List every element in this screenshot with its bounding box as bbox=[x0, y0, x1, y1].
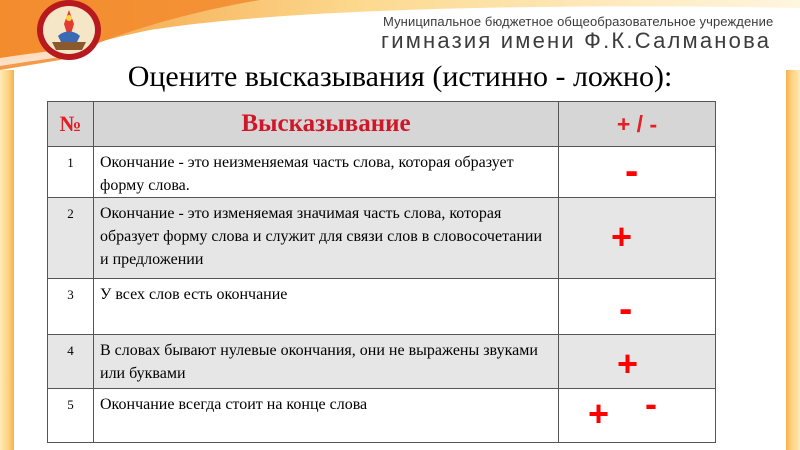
table-row bbox=[48, 198, 716, 279]
row-number: 2 bbox=[48, 198, 94, 279]
true-mark: + bbox=[617, 343, 639, 384]
column-header-number: № bbox=[48, 102, 94, 147]
mark-cell bbox=[559, 198, 716, 279]
organization-name-text: гимназия имени Ф.К.Салманова bbox=[381, 28, 772, 53]
organization-type-text: Муниципальное бюджетное общеобразовательное учреждение bbox=[383, 14, 774, 29]
slide-title: Оцените высказывания (истинно - ложно): bbox=[127, 60, 673, 93]
row-number: 5 bbox=[48, 389, 94, 443]
mark-cell bbox=[559, 279, 716, 335]
table-row bbox=[48, 279, 716, 335]
table-header-row bbox=[48, 102, 716, 147]
table-row bbox=[48, 335, 716, 389]
column-header-statement: Высказывание bbox=[94, 102, 559, 147]
row-number: 3 bbox=[48, 279, 94, 335]
statement-text: Окончание - это изменяемая значимая часть слова, которая образует форму слова и служит для связи слов в словосочетании и предложении bbox=[94, 198, 559, 279]
statement-text: У всех слов есть окончание bbox=[94, 279, 559, 335]
true-mark: + bbox=[611, 216, 633, 257]
mark-cell bbox=[559, 383, 716, 443]
table-row bbox=[48, 147, 716, 198]
statement-text: В словах бывают нулевые окончания, они не выражены звуками или буквами bbox=[94, 335, 559, 389]
true-mark: + bbox=[588, 393, 610, 434]
right-decorative-bar bbox=[786, 70, 800, 450]
false-mark: - bbox=[625, 149, 639, 193]
school-emblem-icon bbox=[30, 0, 108, 64]
false-mark: - bbox=[645, 383, 657, 424]
left-decorative-bar bbox=[0, 70, 14, 450]
statement-text: Окончание всегда стоит на конце слова bbox=[94, 389, 559, 443]
row-number: 1 bbox=[48, 147, 94, 198]
table-row bbox=[48, 389, 716, 443]
mark-cell bbox=[559, 147, 716, 198]
statements-table bbox=[47, 101, 716, 443]
statement-text: Окончание - это неизменяемая часть слова, которая образует форму слова. bbox=[94, 147, 559, 198]
mark-cell bbox=[559, 335, 716, 389]
false-mark: - bbox=[619, 287, 633, 331]
row-number: 4 bbox=[48, 335, 94, 389]
column-header-mark: + / - bbox=[559, 102, 716, 147]
